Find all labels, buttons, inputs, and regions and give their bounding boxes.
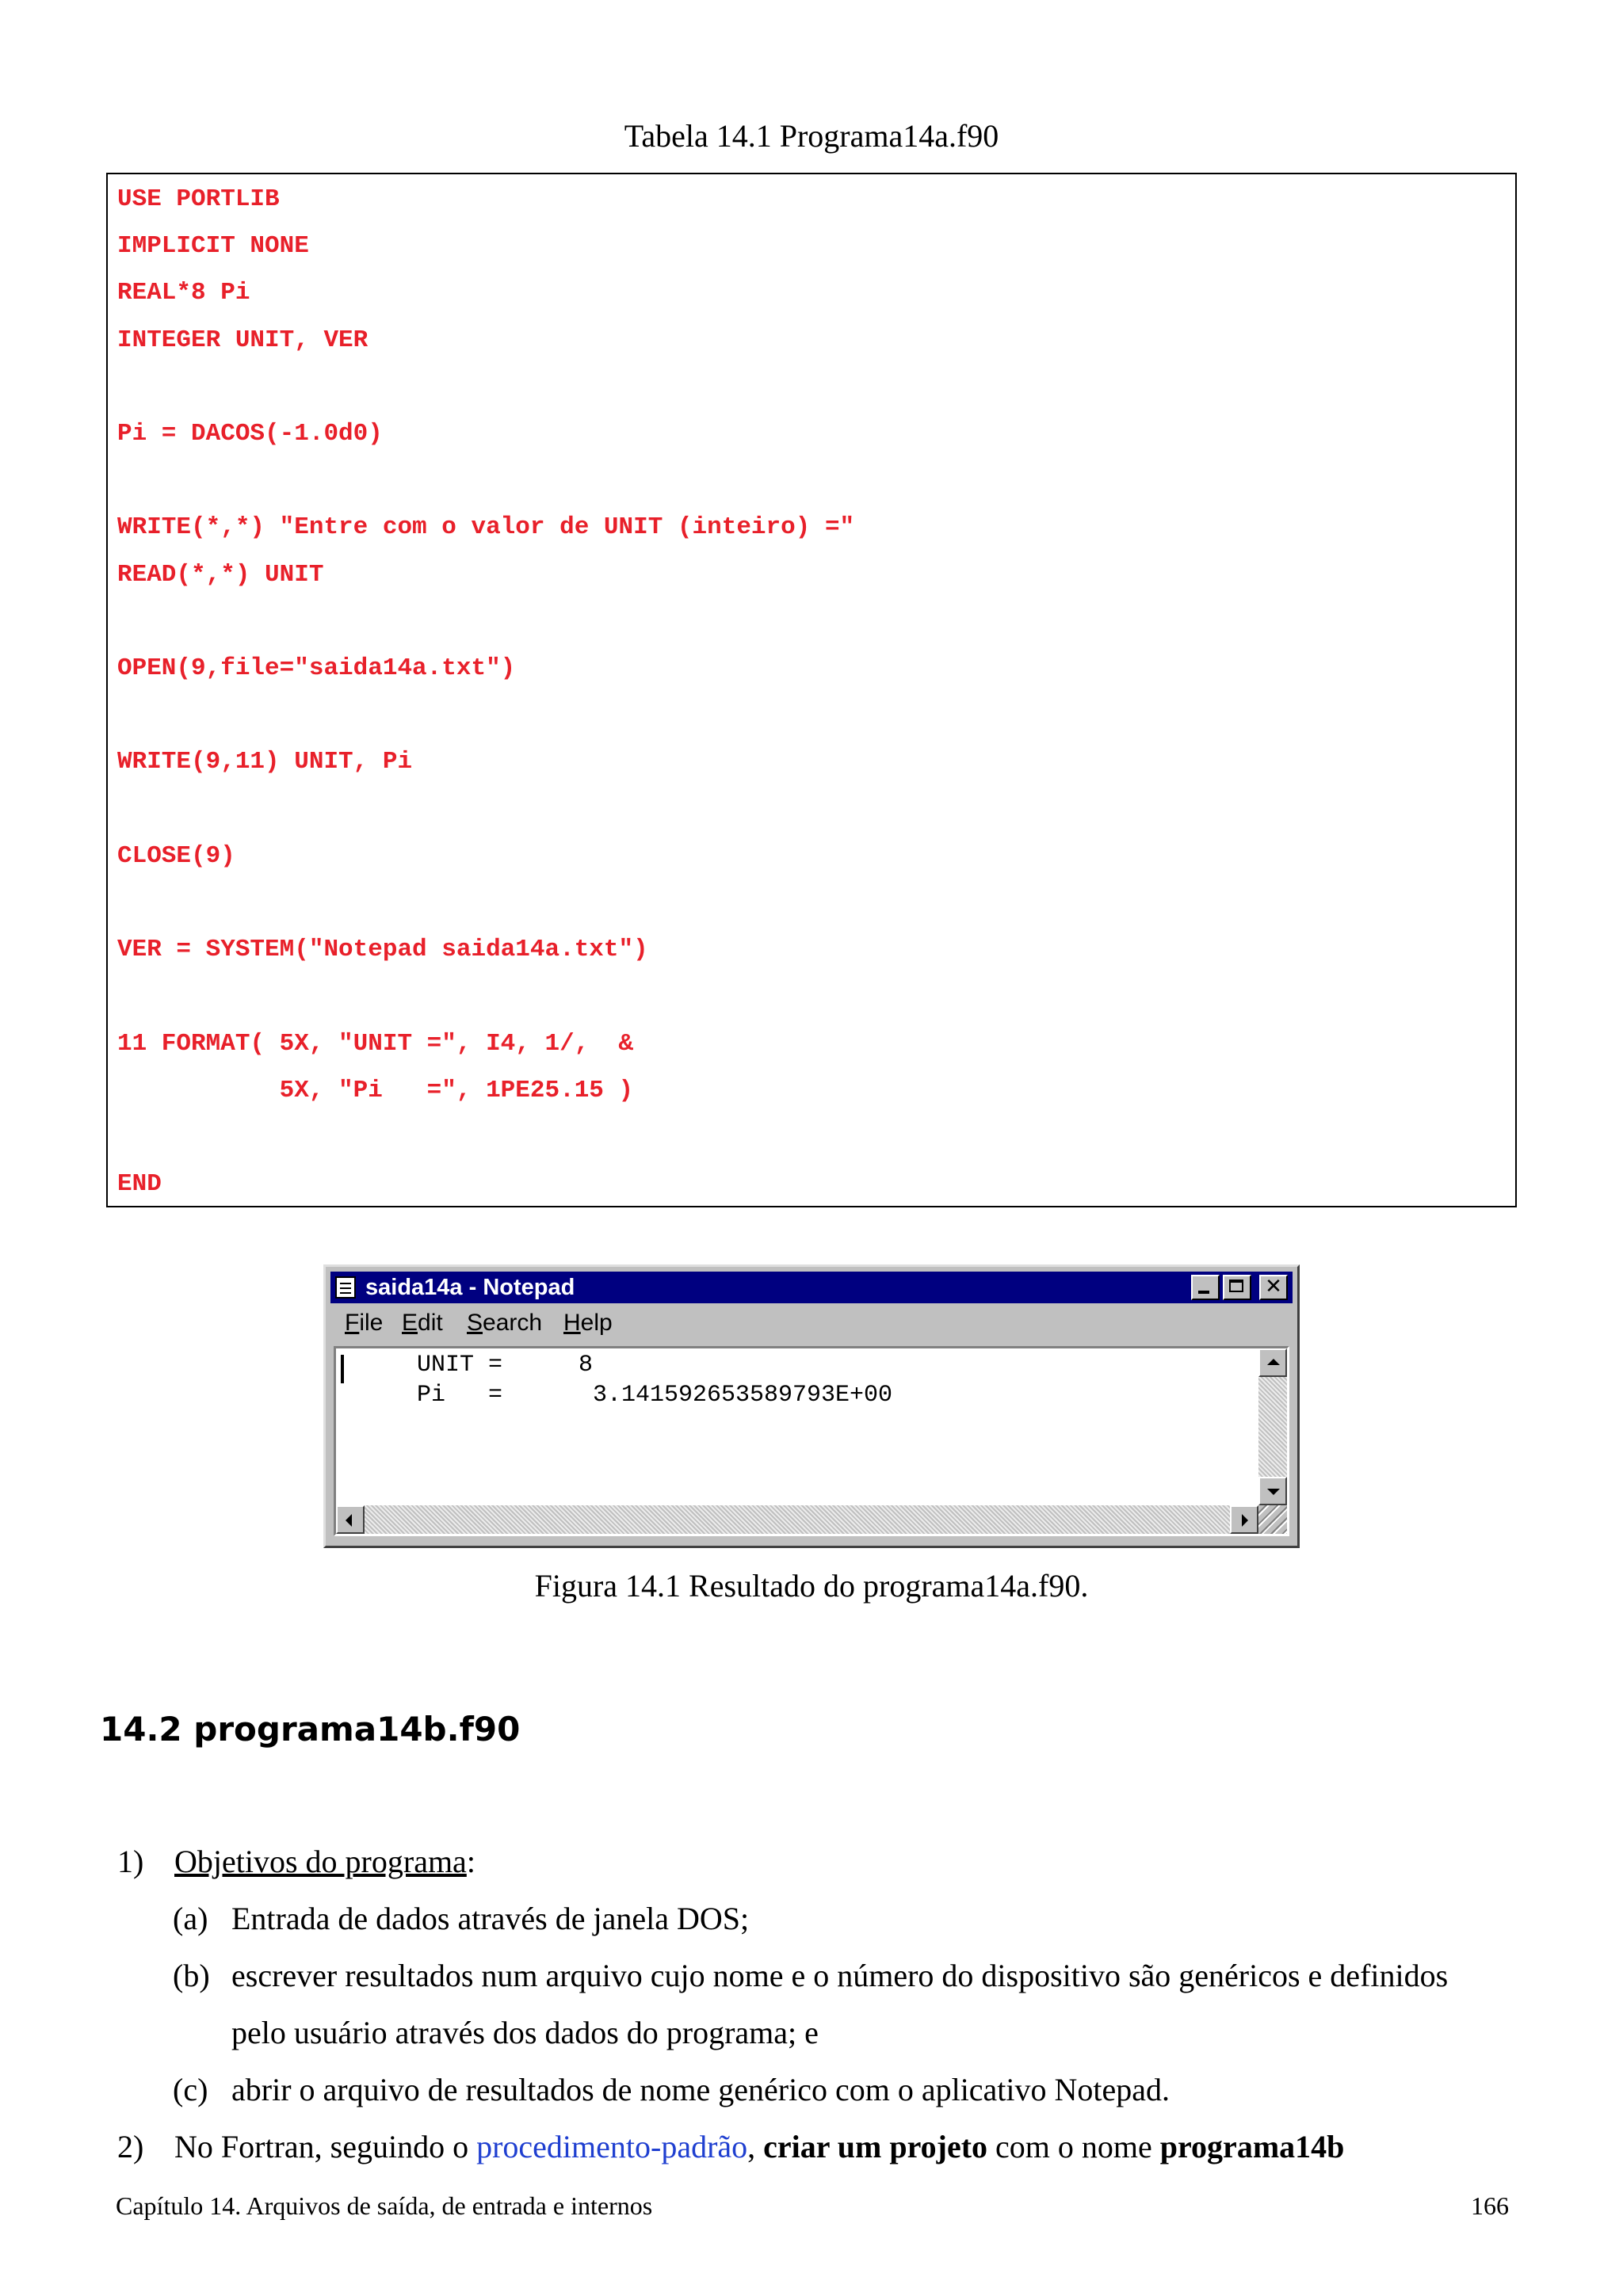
objectives-heading: Objetivos do programa: — [174, 1844, 475, 1879]
menu-file[interactable]: File — [345, 1310, 384, 1336]
code-line: READ(*,*) UNIT — [117, 560, 324, 589]
list-item-continuation: pelo usuário através dos dados do programa; e — [231, 2015, 819, 2050]
code-listing — [106, 173, 1517, 1207]
menu-search[interactable]: Search — [467, 1310, 543, 1336]
window-title: saida14a - Notepad — [365, 1275, 575, 1300]
notepad-app-icon[interactable] — [335, 1276, 356, 1299]
scroll-right-arrow-icon[interactable] — [1230, 1505, 1258, 1534]
minimize-button[interactable] — [1191, 1275, 1220, 1300]
figure-caption: Figura 14.1 Resultado do programa14a.f90. — [534, 1568, 1089, 1604]
list-letter: (a) — [173, 1901, 208, 1936]
procedure-link[interactable]: procedimento-padrão — [476, 2129, 748, 2164]
code-line: REAL*8 Pi — [117, 279, 250, 307]
objectives-label: Objetivos do programa — [174, 1844, 467, 1879]
vertical-scrollbar[interactable] — [1258, 1348, 1287, 1505]
list-item: Entrada de dados através de janela DOS; — [231, 1901, 750, 1936]
code-line: WRITE(*,*) "Entre com o valor de UNIT (inteiro) =" — [117, 513, 855, 542]
code-line: OPEN(9,file="saida14a.txt") — [117, 654, 516, 682]
code-line: 11 FORMAT( 5X, "UNIT =", I4, 1/, & — [117, 1029, 634, 1058]
list-item: abrir o arquivo de resultados de nome genérico com o aplicativo Notepad. — [231, 2072, 1170, 2107]
close-icon: ✕ — [1265, 1275, 1282, 1299]
menu-help[interactable]: Help — [563, 1310, 613, 1336]
list-letter: (b) — [173, 1958, 210, 1993]
list-number: 1) — [117, 1844, 144, 1879]
code-line: END — [117, 1170, 162, 1199]
maximize-button[interactable] — [1223, 1275, 1251, 1300]
instruction-step: No Fortran, seguindo o procedimento-padrão, criar um projeto com o nome programa14b — [174, 2129, 1345, 2164]
section-heading: 14.2 programa14b.f90 — [100, 1710, 521, 1749]
scroll-down-arrow-icon[interactable] — [1258, 1477, 1287, 1505]
close-button[interactable] — [1259, 1275, 1288, 1300]
table-caption: Tabela 14.1 Programa14a.f90 — [624, 118, 999, 154]
code-line: INTEGER UNIT, VER — [117, 326, 369, 354]
output-line-pi — [336, 1382, 893, 1489]
resize-grip-icon[interactable] — [1258, 1505, 1287, 1534]
notepad-window — [323, 1264, 1300, 1548]
list-letter: (c) — [173, 2072, 208, 2107]
list-number: 2) — [117, 2129, 144, 2164]
code-line: WRITE(9,11) UNIT, Pi — [117, 748, 413, 776]
page-number: 166 — [1471, 2191, 1509, 2220]
code-line: VER = SYSTEM("Notepad saida14a.txt") — [117, 936, 648, 964]
footer-chapter: Capítulo 14. Arquivos de saída, de entrada e internos — [116, 2191, 653, 2220]
scroll-left-arrow-icon[interactable] — [336, 1505, 365, 1534]
list-item: escrever resultados num arquivo cujo nome e o número do dispositivo são genéricos e definidos — [231, 1958, 1449, 1993]
text-editor-area[interactable] — [334, 1346, 1289, 1536]
menu-edit[interactable]: Edit — [402, 1310, 443, 1336]
output-value: 3.141592653589793E+00 — [593, 1382, 893, 1409]
notepad-titlebar[interactable] — [330, 1272, 1293, 1303]
code-line: IMPLICIT NONE — [117, 232, 309, 261]
horizontal-scrollbar[interactable] — [336, 1505, 1258, 1534]
code-line: Pi = DACOS(-1.0d0) — [117, 420, 383, 448]
code-line: USE PORTLIB — [117, 185, 280, 213]
code-line: 5X, "Pi =", 1PE25.15 ) — [117, 1076, 634, 1104]
output-label: UNIT = — [417, 1352, 503, 1379]
output-label: Pi = — [417, 1382, 503, 1409]
code-line: CLOSE(9) — [117, 841, 235, 870]
output-value: 8 — [579, 1352, 594, 1379]
scroll-up-arrow-icon[interactable] — [1258, 1348, 1287, 1377]
